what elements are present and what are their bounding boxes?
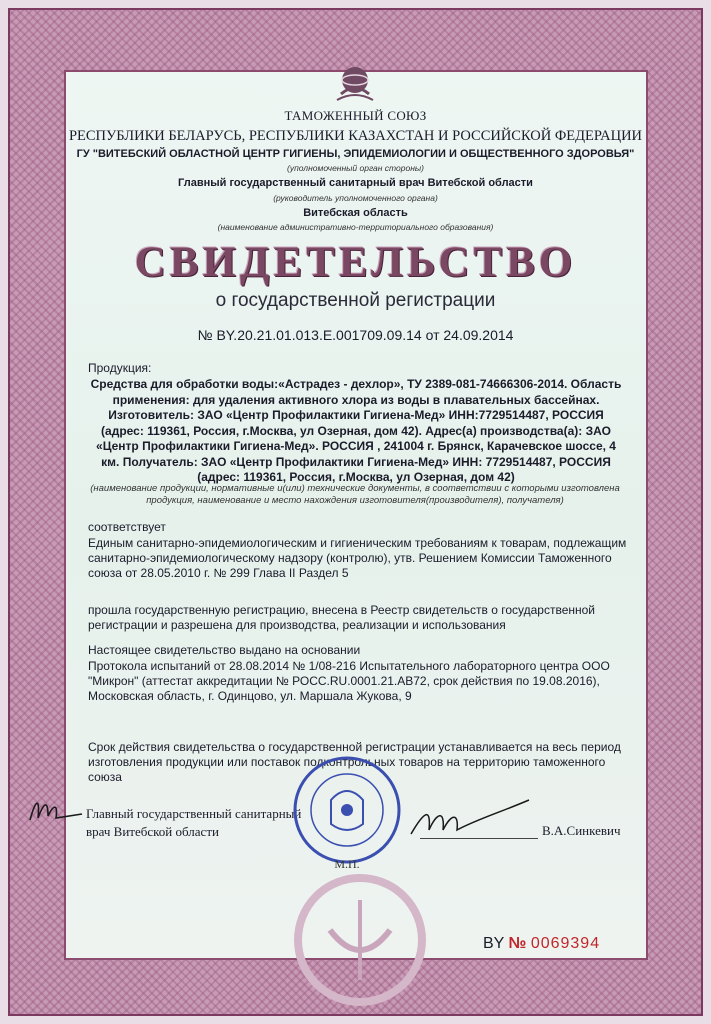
registration-number: № BY.20.21.01.013.Е.001709.09.14 от 24.09.2014 xyxy=(197,327,514,343)
hygiene-bowl-watermark xyxy=(290,870,430,1010)
document-title: СВИДЕТЕЛЬСТВО xyxy=(134,239,577,286)
region-caption: (наименование административно-территориального образования) xyxy=(217,222,494,232)
document-subtitle: о государственной регистрации xyxy=(215,290,496,311)
serial-no-sign: № xyxy=(508,935,527,952)
product-description: Средства для обработки воды:«Астрадез - дехлор», ТУ 2389-081-74666306-2014. Область применения: для удаления активного хлора из воды в плавательных бассейнах. Изготовитель: ЗАО «Центр Профилактики Гигиена-Мед» ИНН:7729514487, РОССИЯ (адрес: 119361, Россия, г.Москва, ул Озерная, дом 42). Адрес(а) производства(а): ЗАО «Центр Профилактики Гигиена-Мед». РОССИЯ , 241004 г. Брянск, Карачевское шоссе, 4 км. Получатель: ЗАО «Центр Профилактики Гигиена-Мед» ИНН: 7729514487, РОССИЯ (адрес: 119361, Россия, г.Москва, ул Озерная, дом 42) xyxy=(90,377,622,484)
chief-caption: (руководитель уполномоченного органа) xyxy=(273,193,438,203)
product-label: Продукция: xyxy=(88,361,152,375)
union-title: ТАМОЖЕННЫЙ СОЮЗ xyxy=(284,108,427,123)
conforms-label: соответствует xyxy=(88,520,166,534)
authority-name: ГУ "ВИТЕБСКИЙ ОБЛАСТНОЙ ЦЕНТР ГИГИЕНЫ, ЭПИДЕМИОЛОГИИ И ОБЩЕСТВЕННОГО ЗДОРОВЬЯ" xyxy=(76,148,635,160)
protocol-text: Протокола испытаний от 28.08.2014 № 1/08-216 Испытательного лабораторного центра ООО "Микрон" (аттестат аккредитации № РОСС.RU.0001.21.АВ72, срок действия по 19.08.2016), Московская область, г. Одинцово, ул. Маршала Жукова, 9 xyxy=(88,659,610,703)
signature-line xyxy=(420,838,538,839)
issued-basis-label: Настоящее свидетельство выдано на основании xyxy=(88,643,361,657)
serial-series: BY xyxy=(483,935,505,952)
serial-number xyxy=(483,935,600,953)
chief-title: Главный государственный санитарный врач Витебской области xyxy=(178,177,533,189)
product-caption: (наименование продукции, нормативные и(или) технические документы, в соответствии с которыми изготовлена продукция, наименование и место нахождения изготовителя(производителя), получателя) xyxy=(90,483,620,506)
republics-line: РЕСПУБЛИКИ БЕЛАРУСЬ, РЕСПУБЛИКИ КАЗАХСТАН И РОССИЙСКОЙ ФЕДЕРАЦИИ xyxy=(68,128,643,144)
customs-union-emblem xyxy=(331,60,379,108)
region-name: Витебская область xyxy=(303,207,408,219)
serial-value: 0069394 xyxy=(530,935,601,952)
stamp-label: М.П. xyxy=(334,857,360,871)
authority-caption: (уполномоченный орган стороны) xyxy=(287,163,424,173)
signer-name: В.А.Синкевич xyxy=(542,823,621,838)
validity-text: Срок действия свидетельства о государственной регистрации устанавливается на весь период изготовления продукции или поставок подконтрольных товаров на территорию таможенного союза xyxy=(88,740,621,784)
signer-title: Главный государственный санитарный врач Витебской области xyxy=(86,806,302,839)
initials-signature xyxy=(26,790,86,830)
official-stamp xyxy=(275,752,425,872)
signature-mark xyxy=(405,790,535,850)
registration-status-text: прошла государственную регистрацию, внесена в Реестр свидетельств о государственной регистрации и разрешена для производства, реализации и использования xyxy=(88,603,595,632)
requirements-text: Единым санитарно-эпидемиологическим и гигиеническим требованиям к товарам, подлежащим санитарно-эпидемиологическому надзору (контролю), утв. Решением Комиссии Таможенного союза от 28.05.2010 г. № 299 Глава II Раздел 5 xyxy=(88,536,627,580)
